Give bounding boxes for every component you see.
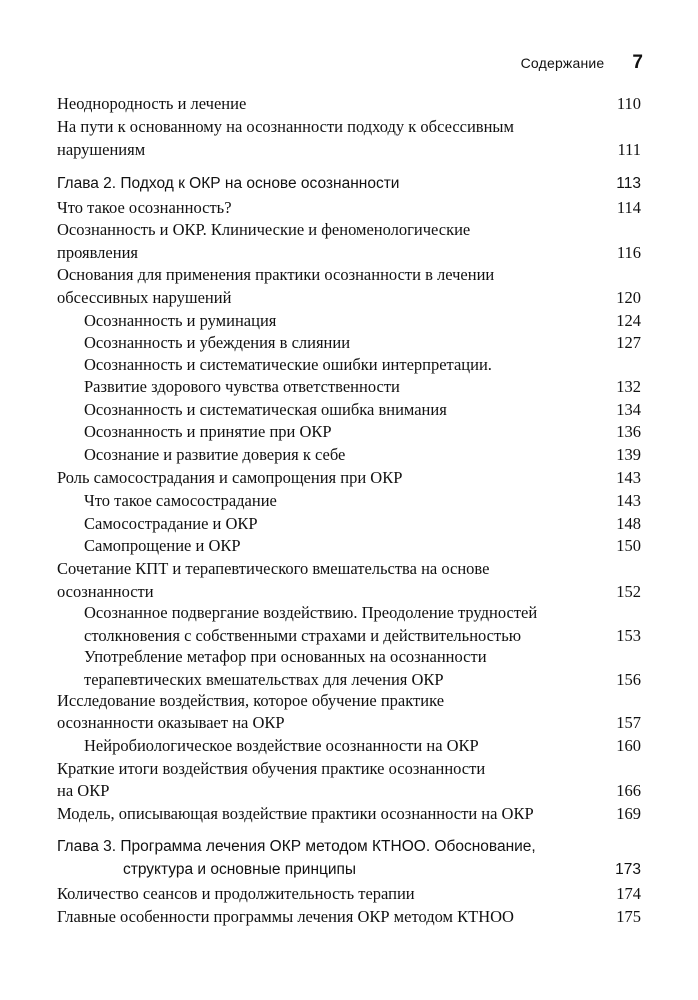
toc-page-number: 116 — [616, 243, 641, 262]
toc-entry-text: Самопрощение и ОКР — [84, 536, 241, 555]
page-number: 7 — [632, 52, 643, 73]
toc-page-number: 120 — [616, 288, 641, 307]
toc-page-number: 114 — [616, 198, 641, 217]
toc-page-number: 111 — [617, 140, 641, 159]
toc-page-number: 156 — [616, 670, 641, 689]
toc-entry-text: Что такое самосострадание — [84, 491, 277, 510]
toc-entry-text: Модель, описывающая воздействие практики осознанности на ОКР — [57, 804, 534, 823]
toc-entry-text: Осознанность и принятие при ОКР — [84, 422, 332, 441]
toc-page-number: 143 — [616, 491, 641, 510]
toc-entry-text: Что такое осознанность? — [57, 198, 232, 217]
toc-entry-text: Количество сеансов и продолжительность терапии — [57, 884, 415, 903]
toc-page-number: 153 — [616, 626, 641, 645]
toc-entry-text: Роль самосострадания и самопрощения при ОКР — [57, 468, 403, 487]
toc-entry-text: нарушениям — [57, 140, 146, 159]
toc-page-number: 139 — [616, 445, 641, 464]
toc-entry-text: Неоднородность и лечение — [57, 94, 247, 113]
toc-page-number: 148 — [616, 514, 641, 533]
toc-entry-text: Осознанность и убеждения в слиянии — [84, 333, 351, 352]
toc-page-number: 152 — [616, 582, 641, 601]
toc-entry-text: осознанности — [57, 582, 154, 601]
toc-page-number: 134 — [616, 400, 641, 419]
toc-entry-text: Глава 2. Подход к ОКР на основе осознанности — [57, 175, 400, 192]
toc-entry-text: Осознанность и руминация — [84, 311, 277, 330]
toc-page-number: 175 — [616, 907, 641, 926]
toc-entry-text: Краткие итоги воздействия обучения практике осознанности — [57, 759, 486, 778]
toc-page-number: 113 — [616, 175, 641, 192]
toc-entry-text: Развитие здорового чувства ответственности — [84, 377, 400, 396]
toc-entry-text: структура и основные принципы — [123, 861, 357, 878]
toc-page-number: 150 — [616, 536, 641, 555]
toc-page-number: 157 — [616, 713, 641, 732]
toc-page-number: 169 — [616, 804, 641, 823]
toc-page-number: 173 — [615, 861, 641, 878]
toc-entry-text: Самосострадание и ОКР — [84, 514, 258, 533]
toc-page-number: 160 — [616, 736, 641, 755]
toc-entry-text: Сочетание КПТ и терапевтического вмешательства на основе — [57, 559, 490, 578]
toc-entry-text: Основания для применения практики осознанности в лечении — [57, 265, 495, 284]
toc-entry-text: Нейробиологическое воздействие осознанности на ОКР — [84, 736, 479, 755]
toc-page-number: 143 — [616, 468, 641, 487]
toc-entry-text: Осознанное подвергание воздействию. Преодоление трудностей — [84, 603, 538, 622]
toc-entry-text: столкновения с собственными страхами и действительностью — [84, 626, 522, 645]
toc-entry-text: Главные особенности программы лечения ОКР методом КТНОО — [57, 907, 514, 926]
toc-page-number: 174 — [616, 884, 641, 903]
toc-entry-text: Осознанность и систематическая ошибка внимания — [84, 400, 447, 419]
toc-entry-text: обсессивных нарушений — [57, 288, 232, 307]
toc-entry-text: Осознание и развитие доверия к себе — [84, 445, 346, 464]
toc-entry-text: Осознанность и систематические ошибки интерпретации. — [84, 355, 492, 374]
toc-entry-text: Осознанность и ОКР. Клинические и феноменологические — [57, 220, 471, 239]
toc-entry-text: Исследование воздействия, которое обучение практике — [57, 691, 445, 710]
toc-page-number: 110 — [616, 94, 641, 113]
toc-entry-text: осознанности оказывает на ОКР — [57, 713, 285, 732]
toc-entry-text: на ОКР — [57, 781, 110, 800]
toc-entry-text: Употребление метафор при основанных на осознанности — [84, 647, 487, 666]
toc-entry-text: проявления — [57, 243, 138, 262]
toc-entry-text: терапевтических вмешательствах для лечения ОКР — [84, 670, 444, 689]
running-head-title: Содержание — [520, 55, 605, 71]
toc-page-number: 132 — [616, 377, 641, 396]
toc-page-number: 136 — [616, 422, 641, 441]
toc-entry-text: Глава 3. Программа лечения ОКР методом КТНОО. Обоснование, — [57, 838, 536, 855]
toc-entry-text: На пути к основанному на осознанности подходу к обсессивным — [57, 117, 514, 136]
toc-page-number: 124 — [616, 311, 641, 330]
toc-page-number: 166 — [616, 781, 641, 800]
toc-page-number: 127 — [616, 333, 641, 352]
